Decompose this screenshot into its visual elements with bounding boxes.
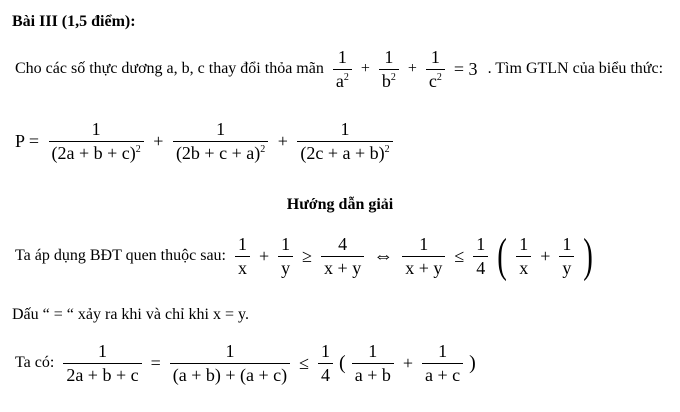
wh-den-ac: a + c: [425, 364, 461, 385]
p-den-1: (2a + b + c): [51, 142, 136, 163]
ineq-den-x-b: x: [519, 257, 529, 278]
ineq-leq: ≤: [454, 245, 465, 266]
wh-num-left: 1: [63, 342, 141, 364]
ineq-frac-quarter: [473, 235, 488, 278]
ineq-num-4: 4: [321, 235, 364, 257]
wh-den-four: 4: [321, 364, 331, 385]
we-have-line: [12, 342, 476, 385]
guide-title: Hướng dẫn giải: [286, 196, 394, 213]
wh-open-paren: (: [339, 351, 346, 374]
ineq-den-y-b: y: [562, 257, 572, 278]
p-num-1: 1: [49, 120, 144, 142]
ineq-den-y: y: [281, 257, 291, 278]
cond-exp-c: 2: [436, 71, 442, 83]
inequality-intro: Ta áp dụng BĐT quen thuộc sau:: [15, 247, 226, 264]
p-term-2: [173, 120, 268, 163]
p-exp-2: 2: [260, 143, 266, 155]
ineq-frac-1y-b: [559, 235, 574, 278]
we-have-intro: Ta có:: [15, 354, 55, 372]
p-exp-1: 2: [135, 143, 141, 155]
p-term-3: [297, 120, 392, 163]
equality-note: Dấu “ = “ xảy ra khi và chỉ khi x = y.: [12, 306, 249, 323]
wh-frac-ab: [352, 342, 394, 385]
ineq-num-1y-b: 1: [559, 235, 574, 257]
ineq-num-1x: 1: [235, 235, 250, 257]
wh-leq: ≤: [299, 352, 310, 373]
cond-num-b: 1: [379, 48, 399, 70]
ineq-frac-1xy: [402, 235, 445, 278]
cond-num-c: 1: [426, 48, 445, 70]
cond-fraction-a: [333, 48, 352, 91]
ineq-den-xy-2: x + y: [405, 257, 443, 278]
ineq-frac-4: [321, 235, 364, 278]
cond-equals: = 3: [453, 58, 478, 79]
ineq-num-1x-b: 1: [516, 235, 531, 257]
cond-den-a: a: [335, 70, 344, 91]
p-den-2: (2b + c + a): [175, 142, 261, 163]
ineq-geq: ≥: [302, 245, 313, 266]
wh-num-quarter: 1: [318, 342, 333, 364]
p-lhs: P =: [15, 130, 39, 151]
problem-intro: Cho các số thực dương a, b, c thay đổi thỏa mãn: [15, 60, 324, 78]
cond-plus-1: +: [360, 60, 370, 78]
p-plus-2: +: [277, 130, 288, 151]
wh-den-mid: (a + b) + (a + c): [172, 364, 288, 385]
p-exp-3: 2: [384, 143, 390, 155]
ineq-plus-2: +: [540, 245, 551, 266]
wh-den-ab: a + b: [354, 364, 391, 385]
cond-fraction-c: [426, 48, 445, 91]
cond-exp-a: 2: [343, 71, 349, 83]
problem-statement: [12, 48, 666, 91]
cond-den-b: b: [381, 70, 391, 91]
wh-frac-left: [63, 342, 141, 385]
wh-plus: +: [402, 352, 414, 373]
cond-plus-2: +: [407, 60, 417, 78]
ineq-num-1xy: 1: [402, 235, 445, 257]
cond-num-a: 1: [333, 48, 352, 70]
p-den-3: (2c + a + b): [300, 142, 385, 163]
ineq-iff: ⇔: [373, 244, 394, 267]
ineq-frac-1y: [278, 235, 293, 278]
wh-num-mid: 1: [170, 342, 290, 364]
ineq-num-1y: 1: [278, 235, 293, 257]
ineq-plus-1: +: [259, 245, 270, 266]
wh-close-paren: ): [469, 351, 476, 374]
p-term-1: [49, 120, 144, 163]
ineq-num-quarter: 1: [473, 235, 488, 257]
cond-fraction-b: [379, 48, 399, 91]
wh-num-ab: 1: [352, 342, 394, 364]
problem-after: . Tìm GTLN của biểu thức:: [487, 60, 664, 78]
inequality-line: [12, 229, 596, 282]
cond-exp-b: 2: [390, 71, 396, 83]
wh-den-left: 2a + b + c: [66, 364, 139, 385]
wh-frac-mid: [170, 342, 290, 385]
wh-num-ac: 1: [422, 342, 463, 364]
cond-den-c: c: [428, 70, 437, 91]
p-plus-1: +: [153, 130, 164, 151]
ineq-den-x: x: [238, 257, 247, 278]
wh-frac-quarter: [318, 342, 333, 385]
ineq-den-xy: x + y: [324, 257, 362, 278]
ineq-open-paren: (: [497, 229, 508, 282]
ineq-den-four: 4: [476, 257, 486, 278]
ineq-frac-1x: [235, 235, 250, 278]
wh-eq: =: [150, 352, 161, 373]
wh-frac-ac: [422, 342, 463, 385]
ineq-frac-1x-b: [516, 235, 531, 278]
formula-p: [12, 120, 395, 163]
section-heading: Bài III (1,5 điểm):: [12, 13, 136, 30]
p-num-2: 1: [173, 120, 268, 142]
ineq-close-paren: ): [583, 229, 594, 282]
p-num-3: 1: [297, 120, 392, 142]
